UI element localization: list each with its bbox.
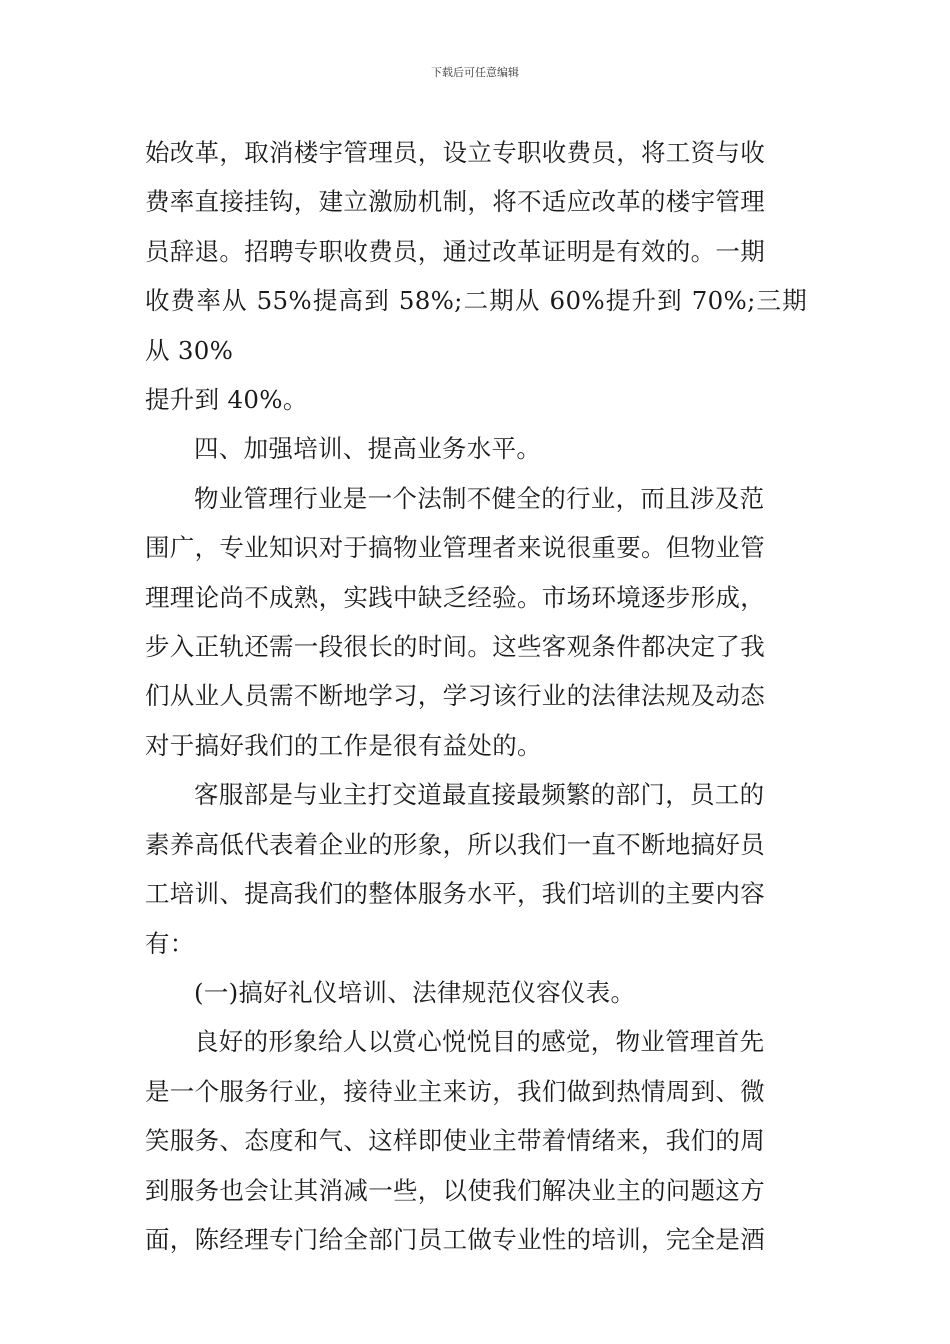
- section-heading-training: 四、加强培训、提高业务水平。: [194, 434, 542, 464]
- document-body: [145, 128, 807, 1264]
- page-header-note: 下载后可任意编辑: [431, 66, 519, 79]
- subheading-etiquette-training: (一)搞好礼仪培训、法律规范仪容仪表。: [194, 977, 636, 1007]
- paragraph-image-service: 良好的形象给人以赏心悦悦目的感觉，物业管理首先 是一个服务行业，接待业主来访，我们做到热情周到、微 笑服务、态度和气、这样即使业主带着情绪来，我们的周 到服务也会让其消减一些，以使我们解决业主的问题这方 面，陈经理专门给全部门员工做专业性的培训，完全是酒: [145, 1027, 765, 1254]
- paragraph-industry-learning: 物业管理行业是一个法制不健全的行业，而且涉及范 围广，专业知识对于搞物业管理者来说很重要。但物业管 理理论尚不成熟，实践中缺乏经验。市场环境逐步形成， 步入正轨还需一段很长的时间。这些客观条件都决定了我 们从业人员需不断地学习，学习该行业的法律法规及动态 对于搞好我们的工作是很有益处的。: [145, 483, 765, 760]
- paragraph-customer-service: 客服部是与业主打交道最直接最频繁的部门，员工的 素养高低代表着企业的形象，所以我们一直不断地搞好员 工培训、提高我们的整体服务水平，我们培训的主要内容 有：: [145, 780, 765, 958]
- paragraph-fee-reform: 始改革，取消楼宇管理员，设立专职收费员，将工资与收 费率直接挂钩，建立激励机制，将不适应改革的楼宇管理 员辞退。招聘专职收费员，通过改革证明是有效的。一期 收费率从 55%提高到 58%;二期从 60%提升到 70%;三期从 30% 提升到 40%。: [145, 138, 807, 415]
